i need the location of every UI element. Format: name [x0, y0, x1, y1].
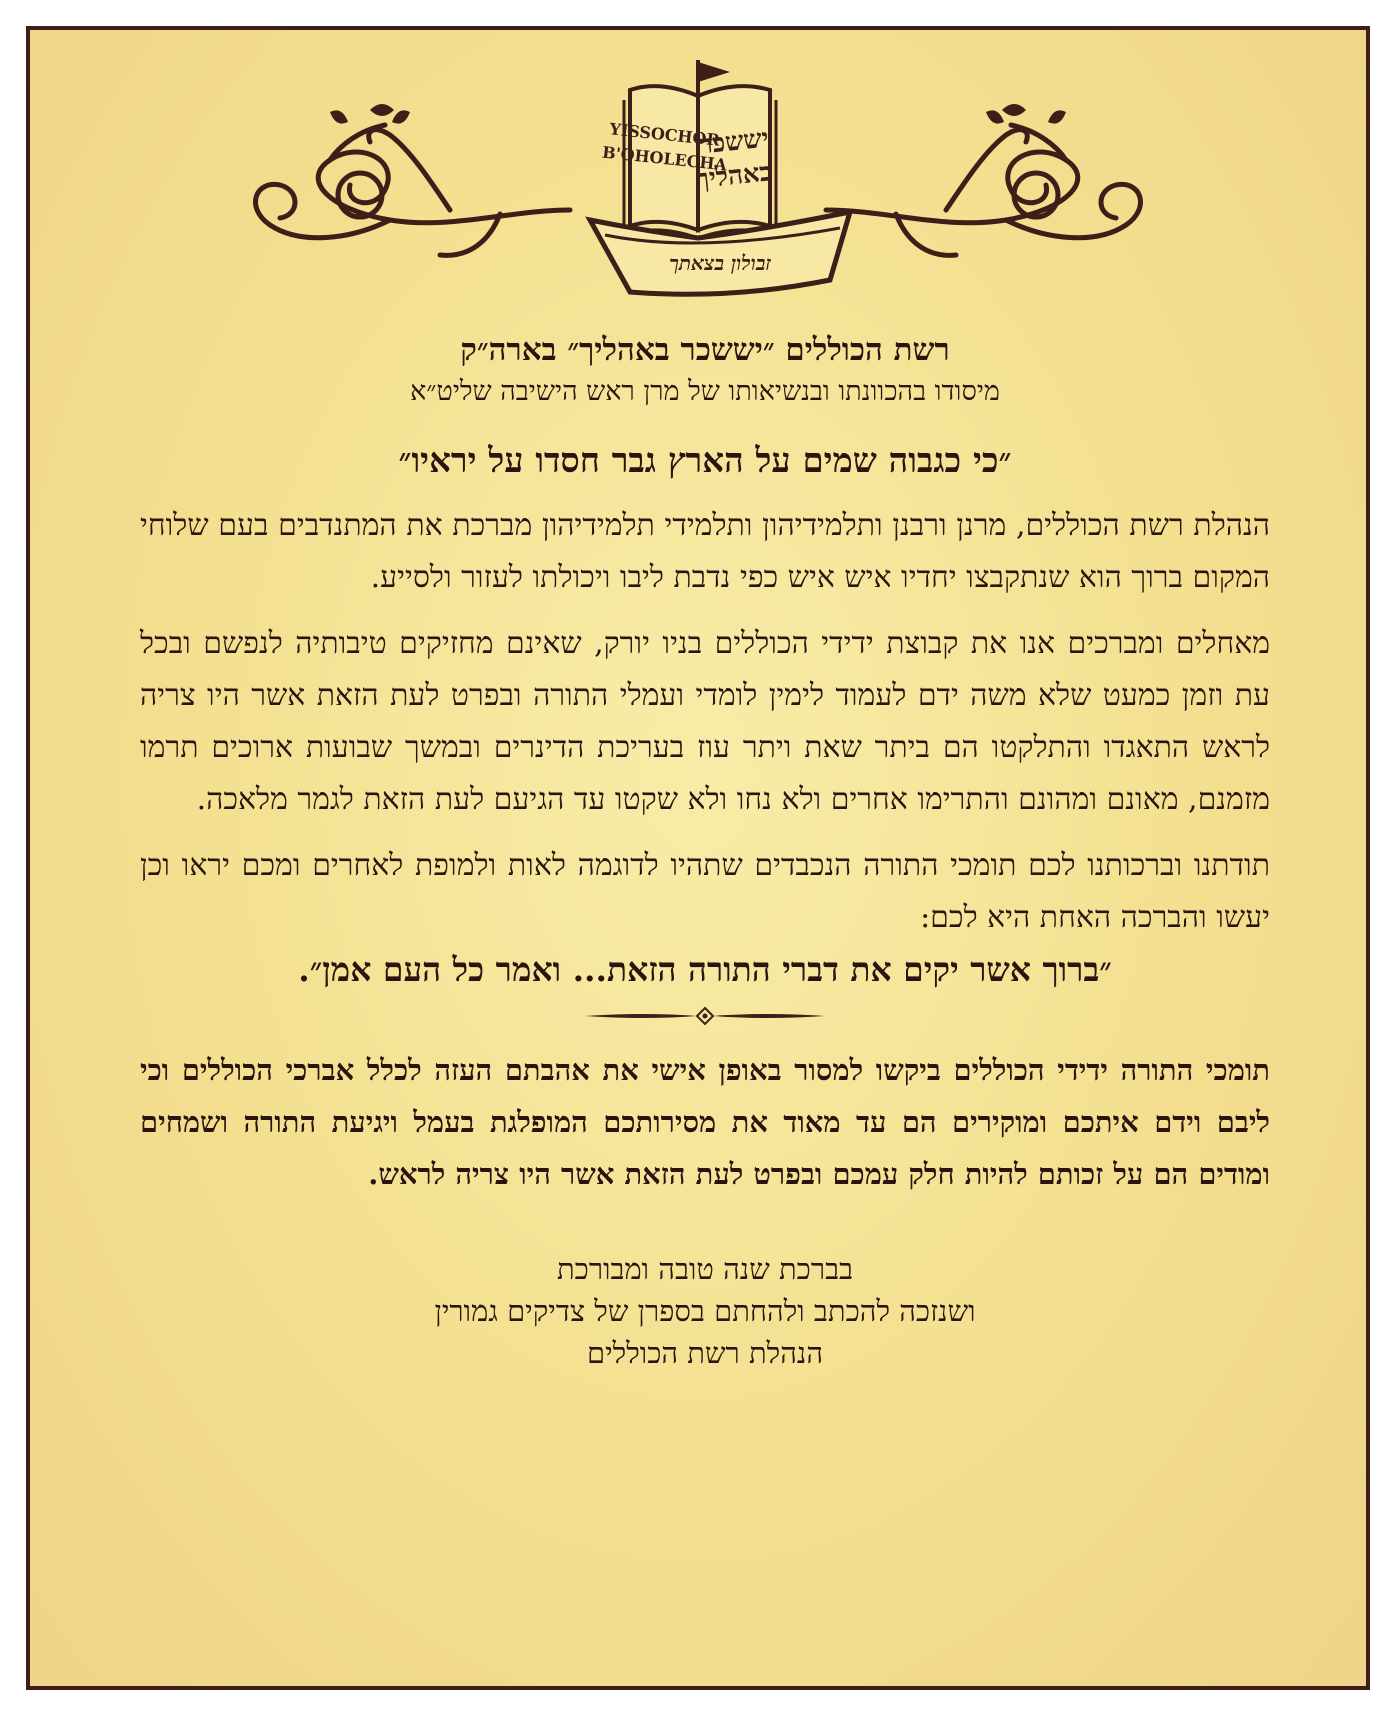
closing-line-3: הנהלת רשת הכוללים [586, 1336, 824, 1370]
flourish-right-icon [826, 125, 1140, 255]
org-subtitle: מיסודו בהכוונתו ובנשיאותו של מרן ראש הישיבה שליט״א [410, 376, 1000, 407]
closing-signature [140, 1248, 1270, 1374]
org-name: רשת הכוללים ״יששכר באהליך״ בארה״ק [460, 332, 950, 368]
paragraph-1: הנהלת רשת הכוללים, מרנן ורבנן ותלמידיהון ותלמידי תלמידיהון מברכת את המתנדבים בעם שלוחי המקום ברוך הוא שנתקבצו יחדיו איש איש כפי נדבת ליבו ויכולתו לעזור ולסייע. [140, 508, 1270, 595]
paragraph-2: מאחלים ומברכים אנו את קבוצת ידידי הכוללים בניו יורק, שאינם מחזיקים טיבותיה לנפשם ובכל עת וזמן כמעט שלא משה ידם לעמוד לימין לומדי ועמלי התורה ובפרט לעת הזאת אשר היו צריה לראש התאגדו והתלקטו הם ביתר שאת ויתר עוז בעריכת הדינרים ובמשך שבועות ארוכים תרמו מזמנם, מאונם ומהונם והתרימו אחרים ולא נחו ולא שקטו עד הגיעם לעת הזאת לגמר מלאכה. [140, 626, 1270, 817]
headline-verse: ״כי כגבוה שמים על הארץ גבר חסדו על יראיו״ [398, 441, 1012, 481]
closing-line-2: ושנזכה להכתב ולהחתם בספרן של צדיקים גמורין [434, 1294, 976, 1328]
letter-content [140, 330, 1270, 1374]
logo-graphic [30, 30, 1366, 330]
logo-hebrew-line1: יששכר [698, 123, 771, 161]
logo-hebrew-line2: באהליך [694, 157, 774, 195]
supporters-message: תומכי התורה ידידי הכוללים ביקשו למסור באופן אישי את אהבתם העזה לכלל אברכי הכוללים וכי ליבם וידם איתכם ומוקירים הם עד מאוד את מסירותכם המופלגת בעמל ויגיעת התורה ושמחים ומודים הם על זכותם להיות חלק עמכם ובפרט לעת הזאת אשר היו צריה לראש. [140, 1053, 1270, 1191]
logo-english-line1: YISSOCHOR [608, 119, 721, 150]
blessing-quote: ״ברוך אשר יקים את דברי התורה הזאת... ואמר כל העם אמן״. [298, 950, 1112, 989]
closing-line-1: בברכת שנה טובה ומבורכת [556, 1252, 854, 1286]
logo-boat-text: זבולון בצאתך [669, 251, 771, 275]
divider-ornament-icon [585, 1006, 825, 1026]
logo-english-line2: B'OHOLECHA [601, 142, 728, 175]
paragraph-3: תודתנו וברכותנו לכם תומכי התורה הנכבדים שתהיו לדוגמה לאות ולמופת לאחרים ומכם יראו וכן יעשו והברכה האחת היא לכם: [140, 848, 1270, 935]
logo-area [30, 30, 1366, 330]
flourish-left-leaf-icon [330, 104, 410, 124]
letter-frame [26, 26, 1370, 1690]
flourish-left-icon [256, 125, 570, 255]
